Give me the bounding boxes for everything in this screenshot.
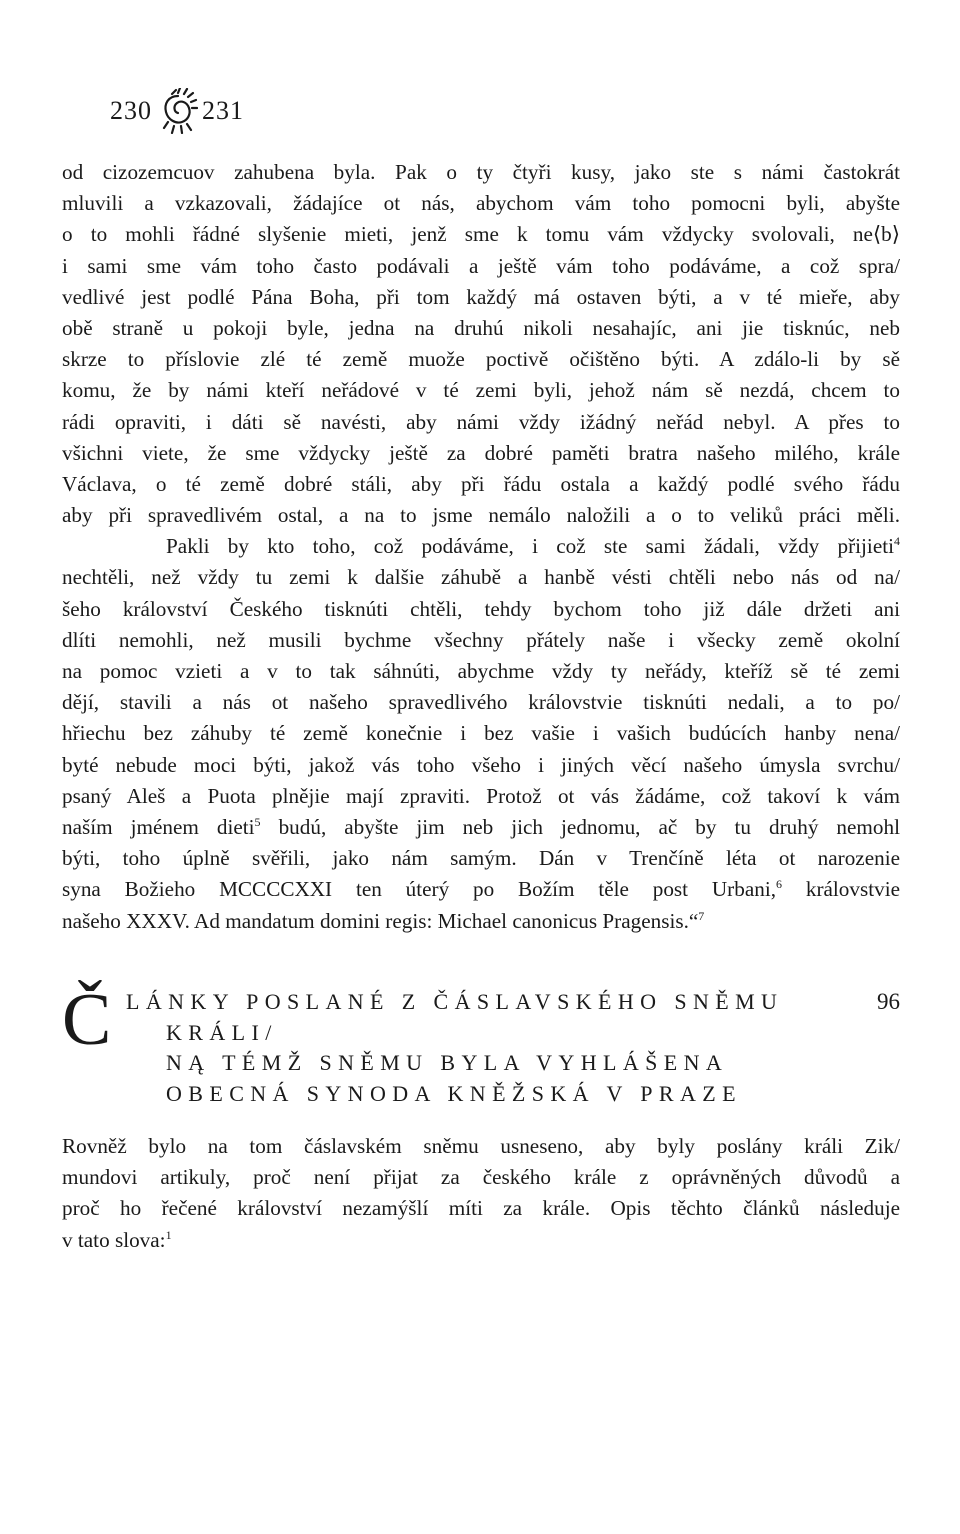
text-segment: Pakli by kto toho, což podáváme, i což ste sami žádali, vždy přijieti: [166, 534, 894, 559]
footnote-ref: 6: [776, 877, 783, 892]
drop-cap: Č: [62, 979, 112, 1061]
text-line: [62, 812, 900, 843]
text-segment: syna Božieho MCCCCXXI ten úterý po Božím těle post Urbani,: [62, 877, 777, 902]
heading-line: OBECNÁ SYNODA KNĚŽSKÁ V PRAZE: [166, 1080, 742, 1106]
text-line: o to mohli řádné slyšenie mieti, jenž sme k tomu vám vždycky svolovali, ne⟨b⟩: [62, 222, 900, 247]
text-line: rádi opraviti, i dáti sě navésti, aby námi vždy ižádný neřád nebyl. A přes to: [62, 409, 900, 434]
text-line: aby při spravedlivém ostal, a na to jsme nemálo naložili a o to veliků práci měli.: [62, 503, 900, 528]
text-line: Václava, o té země dobré stáli, aby při řádu ostala a každý podlé svého řádu: [62, 471, 900, 496]
main-text-block: [62, 157, 900, 937]
text-line: mundovi artikuly, proč není přijat za českého krále z oprávněných důvodů a: [62, 1165, 900, 1190]
text-line: šeho království Českého tisknúti chtěli, tehdy bychom toho již dále držeti ani: [62, 596, 900, 621]
heading-line: NĄ TÉMŽ SNĚMU BYLA VYHLÁŠENA: [166, 1050, 729, 1075]
text-line: na pomoc vzieti a v to tak sáhnúti, abychme vždy ty neřády, kteříž sě té zemi: [62, 659, 900, 683]
second-text-block: [62, 1131, 900, 1256]
heading-line: LÁNKY POSLANÉ Z ČÁSLAVSKÉHO SNĚMU: [126, 989, 784, 1014]
heading-line: KRÁLI/: [166, 1019, 278, 1045]
text-line: nechtěli, než vždy tu zemi k dalšie záhubě a hanbě vésti chtěli nebo nás od na/: [62, 565, 900, 590]
text-line: dlíti nemohli, než musili bychme všechny přátely naše i všecky země okolní: [62, 627, 900, 652]
text-line: komu, že by námi kteří neřádové v té zemi byli, jehož nám sě nezdá, chcem to: [62, 378, 900, 403]
text-segment: naším jménem dieti: [62, 814, 255, 839]
text-line: všichni viete, že sme vždycky ještě za dobré paměti bratra našeho milého, krále: [62, 440, 900, 465]
text-segment: budú, abyšte jim neb jich jednomu, ač by tu druhý nemohl: [278, 814, 900, 839]
heading-lines: [126, 987, 784, 1109]
footnote-ref: 5: [254, 814, 261, 829]
text-line: [62, 906, 900, 937]
text-line: byté nebude moci býti, jakož vás toho všeho i jiných věcí našeho úmysla svrchu/: [62, 752, 900, 777]
chapter-number: 96: [877, 989, 900, 1014]
text-line: skrze to příslovie zlé té země muože poctivě očištěno býti. A zdálo-li by sě: [62, 347, 900, 372]
text-line: od cizozemcuov zahubena byla. Pak o ty čtyři kusy, jako ste s námi častokrát: [62, 160, 900, 184]
footnote-ref: 7: [698, 908, 705, 923]
text-line: býti, toho úplně svěřili, jako nám samým. Dán v Trenčíně léta ot narozenie: [62, 846, 900, 871]
text-segment: královstvie: [805, 877, 900, 902]
ornament-icon: [158, 88, 198, 134]
text-line: vedlivé jest podlé Pána Boha, při tom každý má ostaven býti, a v té mieře, aby: [62, 284, 900, 309]
chapter-heading: [62, 975, 900, 1115]
text-line: obě straně u pokoji byle, jedna na druhú nikoli nesahajíc, ani jie tisknúc, neb: [62, 315, 900, 340]
left-page-number: 230: [110, 96, 152, 125]
text-segment: našeho XXXV. Ad mandatum domini regis: Michael canonicus Pragensis.“: [62, 908, 699, 933]
text-line: [62, 874, 900, 905]
footnote-ref: 4: [894, 534, 900, 549]
text-line: [62, 531, 900, 562]
text-line: mluvili a vzkazovali, žádajíce ot nás, abychom vám toho pomocni byli, abyšte: [62, 191, 900, 216]
footnote-ref: 1: [165, 1227, 172, 1242]
text-line: dějí, stavili a nás ot našeho spravedlivého královstvie tisknúti nedali, a to po/: [62, 690, 900, 715]
text-line: hřiechu bez záhuby té země konečnie i bez vašie i vašich budúcích hanby nena/: [62, 721, 900, 746]
right-page-number: 231: [202, 96, 244, 125]
text-line: i sami sme vám toho často podávali a ještě vám toho podáváme, a což spra/: [62, 253, 900, 278]
text-line: [62, 1225, 900, 1256]
text-segment: v tato slova:: [62, 1227, 166, 1252]
text-line: proč ho řečené království nezamýšlí míti za krále. Opis těchto článků následuje: [62, 1196, 900, 1221]
text-line: Rovněž bylo na tom čáslavském sněmu usneseno, aby byly poslány králi Zik/: [62, 1134, 900, 1158]
text-line: psaný Aleš a Puota plnějie mají zpraviti. Protož ot vás žádáme, což takoví k vám: [62, 783, 900, 808]
running-head: [110, 86, 244, 136]
